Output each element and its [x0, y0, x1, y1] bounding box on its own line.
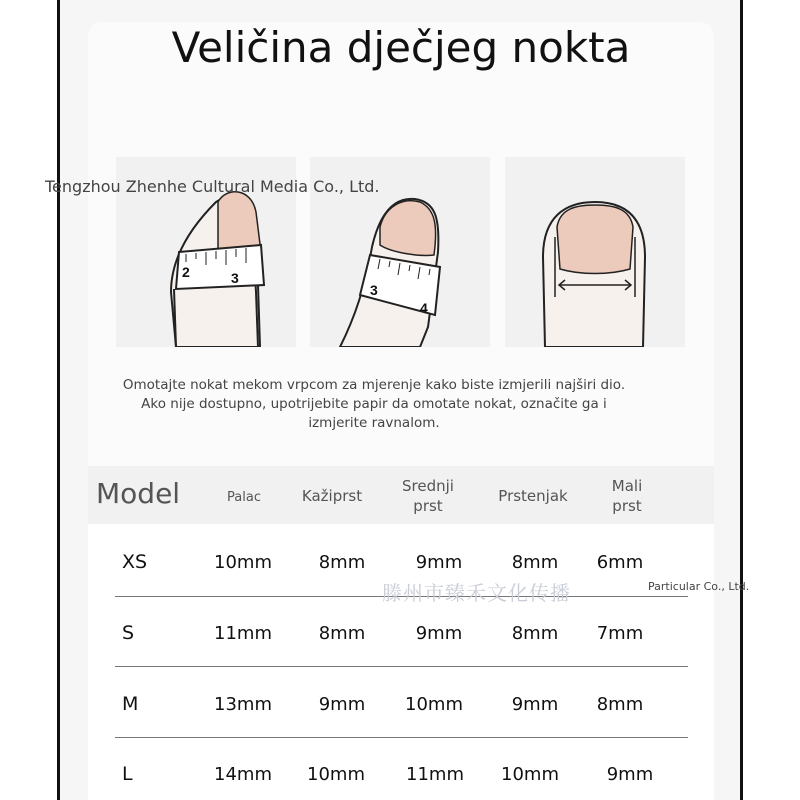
table-cell: 8mm — [318, 623, 366, 644]
table-cell: 10mm — [214, 552, 272, 573]
header-mali-prst: Mali prst — [611, 477, 643, 515]
table-cell: 8mm — [511, 623, 559, 644]
table-cell: 8mm — [511, 552, 559, 573]
table-cell: 6mm — [596, 552, 644, 573]
row-size-label: XS — [122, 551, 148, 573]
header-model: Model — [96, 477, 181, 510]
table-cell: 13mm — [214, 694, 272, 715]
nail-width-icon — [505, 157, 685, 347]
table-cell: 9mm — [511, 694, 559, 715]
table-cell: 8mm — [596, 694, 644, 715]
row-size-label: L — [122, 763, 133, 785]
table-cell: 9mm — [415, 623, 463, 644]
page-title: Veličina dječjeg nokta — [171, 23, 631, 72]
table-cell: 9mm — [606, 764, 654, 785]
table-cell: 11mm — [214, 623, 272, 644]
tape-number: 3 — [370, 282, 378, 298]
watermark-english: Particular Co., Ltd. — [648, 580, 750, 593]
row-divider — [115, 737, 688, 738]
table-cell: 14mm — [214, 764, 272, 785]
row-divider — [115, 666, 688, 667]
tape-number: 4 — [420, 300, 428, 316]
illustration-nail-width — [505, 157, 685, 347]
header-srednji-prst: Srednji prst — [402, 477, 454, 515]
table-cell: 8mm — [318, 552, 366, 573]
row-size-label: S — [122, 622, 135, 644]
table-cell: 9mm — [415, 552, 463, 573]
header-kaziprst: Kažiprst — [301, 487, 363, 505]
watermark-company: Tengzhou Zhenhe Cultural Media Co., Ltd. — [45, 177, 380, 196]
measurement-instructions: Omotajte nokat mekom vrpcom za mjerenje kako biste izmjerili najširi dio. Ako nije dostupno, upotrijebite papir da omotate nokat, označite ga i izmjerite ravnalom. — [122, 377, 626, 431]
table-cell: 7mm — [596, 623, 644, 644]
table-cell: 9mm — [318, 694, 366, 715]
tape-number: 3 — [231, 270, 239, 286]
table-cell: 10mm — [405, 694, 463, 715]
header-palac: Palac — [227, 490, 261, 505]
header-prstenjak: Prstenjak — [498, 487, 568, 505]
watermark-chinese: 滕州市臻禾文化传播 — [382, 581, 571, 605]
row-size-label: M — [122, 693, 139, 715]
table-cell: 10mm — [501, 764, 559, 785]
table-cell: 11mm — [406, 764, 464, 785]
table-cell: 10mm — [307, 764, 365, 785]
tape-number: 2 — [182, 264, 190, 280]
